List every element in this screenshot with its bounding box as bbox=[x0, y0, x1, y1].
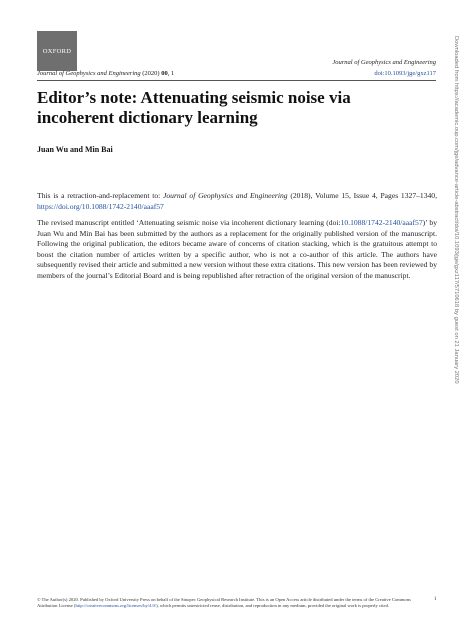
doi-link[interactable]: doi:10.1093/jge/gxz117 bbox=[374, 70, 436, 77]
footer-text-start: © The Author(s) 2020. Published by Oxford University Press on behalf of the Sinopec Geophysical Research Institute. This is an Open Access article distributed under the terms of the Creative Commons Attribution License ( bbox=[37, 597, 411, 609]
copyright-footer bbox=[37, 597, 417, 609]
citation-year: (2020) bbox=[140, 70, 162, 77]
page-number: 1 bbox=[434, 597, 437, 602]
footer-text-end: ), which permits unrestricted reuse, distribution, and reproduction in any medium, provided the original work is properly cited. bbox=[156, 603, 390, 609]
original-article-link[interactable]: https://doi.org/10.1088/1742-2140/aaaf57 bbox=[37, 201, 164, 211]
explanation-paragraph bbox=[37, 218, 437, 281]
manuscript-doi-link[interactable]: 10.1088/1742-2140/aaaf57 bbox=[340, 218, 423, 227]
oxford-logo bbox=[37, 31, 77, 71]
citation-volume: 00 bbox=[161, 70, 168, 77]
citation-header bbox=[37, 70, 436, 77]
article-authors: Juan Wu and Min Bai bbox=[37, 145, 113, 154]
article-title: Editor’s note: Attenuating seismic noise via incoherent dictionary learning bbox=[37, 88, 351, 127]
para1-prefix: This is a retraction-and-replacement to: bbox=[37, 191, 164, 200]
journal-name-header: Journal of Geophysics and Engineering bbox=[332, 59, 436, 66]
license-link[interactable]: http://creativecommons.org/licenses/by/4.0/ bbox=[75, 603, 157, 609]
logo-text: OXFORD bbox=[42, 47, 72, 55]
para2-prefix: The revised manuscript entitled ‘Attenuating seismic noise via incoherent dictionary learning (doi: bbox=[37, 218, 341, 227]
citation-page: , 1 bbox=[167, 70, 175, 77]
header-divider bbox=[37, 80, 436, 81]
article-body bbox=[37, 191, 437, 281]
citation-journal: Journal of Geophysics and Engineering bbox=[37, 70, 141, 77]
para2-rest: )’ by Juan Wu and Min Bai has been submitted by the authors as a replacement for the originally published version of the manuscript. Following the original publication, the editors became aware of concerns of citation stacking, which is the gratuitous attempt to boost the citation number of articles written by a specific author, who is not a co-author of this article. The authors have subsequently revised their article and submitted a new version without these extra citations. This new version has been reviewed by members of the journal’s Editorial Board and is being republished after retraction of the original version of the manuscript. bbox=[37, 218, 437, 280]
download-sidebar bbox=[451, 28, 467, 583]
para1-details: (2018), Volume 15, Issue 4, Pages 1327–1340, bbox=[287, 191, 438, 200]
download-note: Downloaded from https://academic.oup.com/jge/advance-article-abstract/doi/10.1093/jge/gxz117/5710618 by guest on 21 January 2020 bbox=[453, 36, 459, 384]
retraction-note-paragraph bbox=[37, 191, 437, 212]
para1-journal: Journal of Geophysics and Engineering bbox=[163, 191, 288, 200]
citation-line bbox=[37, 70, 174, 77]
